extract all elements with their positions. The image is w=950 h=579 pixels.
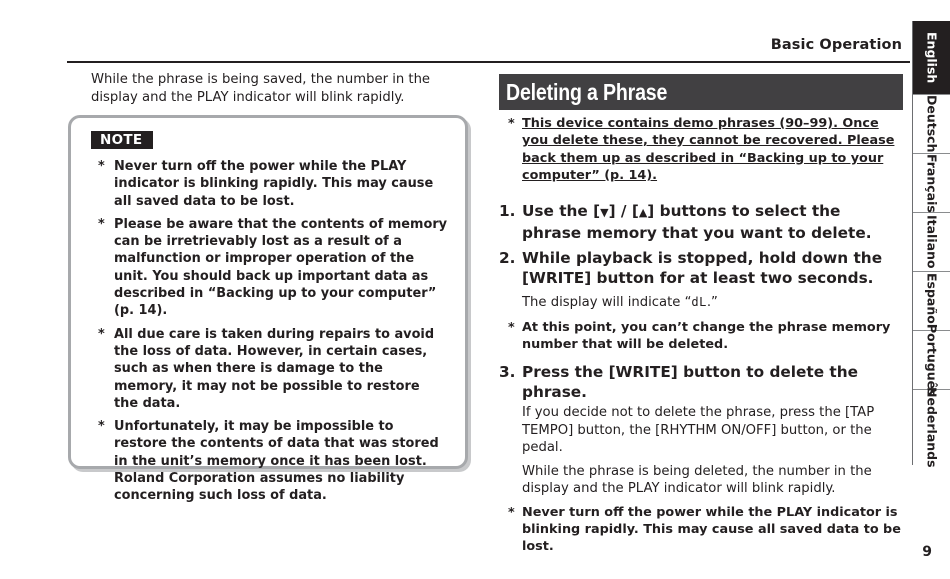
lang-tab-espanol[interactable] [913,272,950,331]
demo-phrase-warning [499,115,903,184]
lang-tab-english[interactable] [913,21,950,95]
step-number: 1. [499,202,516,221]
step-1 [499,201,903,243]
lang-tab-label: Español [924,273,940,329]
display-suffix: .” [706,295,718,311]
note-item-text: Never turn off the power while the PLAY indicator is blinking rapidly. This may cause all saved data to be lost. [114,159,434,209]
step-3-paragraph: While the phrase is being deleted, the number in the display and the PLAY indicator will blink rapidly. [522,463,872,497]
intro-paragraph: While the phrase is being saved, the number in the display and the PLAY indicator will blink rapidly. [91,72,431,105]
display-code: dL [691,295,707,310]
warning-text: This device contains demo phrases (90–99). Once you delete these, they cannot be recovered. Please back them up as described in “Backing up to your computer” (p. 14). [522,116,895,183]
note-item [98,418,448,504]
step-3 [499,362,903,402]
lang-tab-label: English [924,31,940,84]
step-text: Use the [ [522,202,601,221]
step-3-note [499,504,903,556]
section-title-bar [499,74,903,110]
down-arrow-icon: ▼ [600,206,609,220]
asterisk-bullet: * [508,319,515,335]
step-text: ] / [ [608,202,639,221]
header-rule [67,61,910,63]
note-list [98,158,448,511]
note-text: At this point, you can’t change the phrase memory number that will be deleted. [522,319,891,352]
up-arrow-icon: ▲ [638,206,648,220]
asterisk-bullet: * [508,504,515,520]
lang-tab-label: Português [924,323,940,397]
lang-tab-label: Nederlands [924,387,940,468]
asterisk-bullet: * [508,116,515,131]
note-text: Never turn off the power while the PLAY indicator is blinking rapidly. This may cause all saved data to be lost. [522,504,901,555]
asterisk-bullet: * [98,159,105,174]
step-number: 2. [499,249,516,268]
lang-tab-label: Deutsch [924,95,940,153]
step-number: 3. [499,363,516,382]
step-text: Press the [WRITE] button to delete the phrase. [522,363,858,402]
asterisk-bullet: * [98,419,105,435]
lang-tab-label: Français [924,153,940,213]
section-title: Deleting a Phrase [506,78,668,105]
step-text: ] buttons to select the phrase memory that you want to delete. [522,202,872,243]
page-number: 9 [922,544,932,560]
step-2 [499,248,903,288]
step-3-paragraph: If you decide not to delete the phrase, press the [TAP TEMPO] button, the [RHYTHM ON/OFF] button, or the pedal. [522,405,875,456]
lang-tab-deutsch[interactable] [913,95,950,154]
note-label: NOTE [91,131,153,149]
note-item [98,326,448,412]
lang-tab-label: Italiano [924,215,940,269]
lang-tab-francais[interactable] [913,154,950,213]
note-item [98,158,448,210]
language-tabs [912,21,950,468]
note-item [98,216,448,320]
note-item-text: All due care is taken during repairs to avoid the loss of data. However, in certain cases, such as when there is damage to the memory, it may not be possible to restore the data. [114,326,435,411]
note-item-text: Unfortunately, it may be impossible to restore the contents of data that was stored in the unit’s memory once it has been lost. Roland Corporation assumes no liability concerning such loss of data. [114,419,439,504]
asterisk-bullet: * [98,326,105,342]
note-box [68,115,468,504]
section-header-title: Basic Operation [770,37,902,53]
display-prefix: The display will indicate “ [522,295,692,311]
step-text: While playback is stopped, hold down the [WRITE] button for at least two seconds. [522,249,883,288]
asterisk-bullet: * [98,216,105,232]
note-item-text: Please be aware that the contents of memory can be irretrievably lost as a result of a malfunction or improper operation of the unit. You should back up important data as described in “Backing up to your computer” (p. 14). [114,216,448,319]
lang-tab-portugues[interactable] [913,323,950,397]
lang-tab-italiano[interactable] [913,213,950,272]
lang-tab-nederlands[interactable] [913,387,950,468]
delete-phrase-section [499,115,903,556]
display-indication [499,294,903,312]
step-2-note [499,319,903,354]
